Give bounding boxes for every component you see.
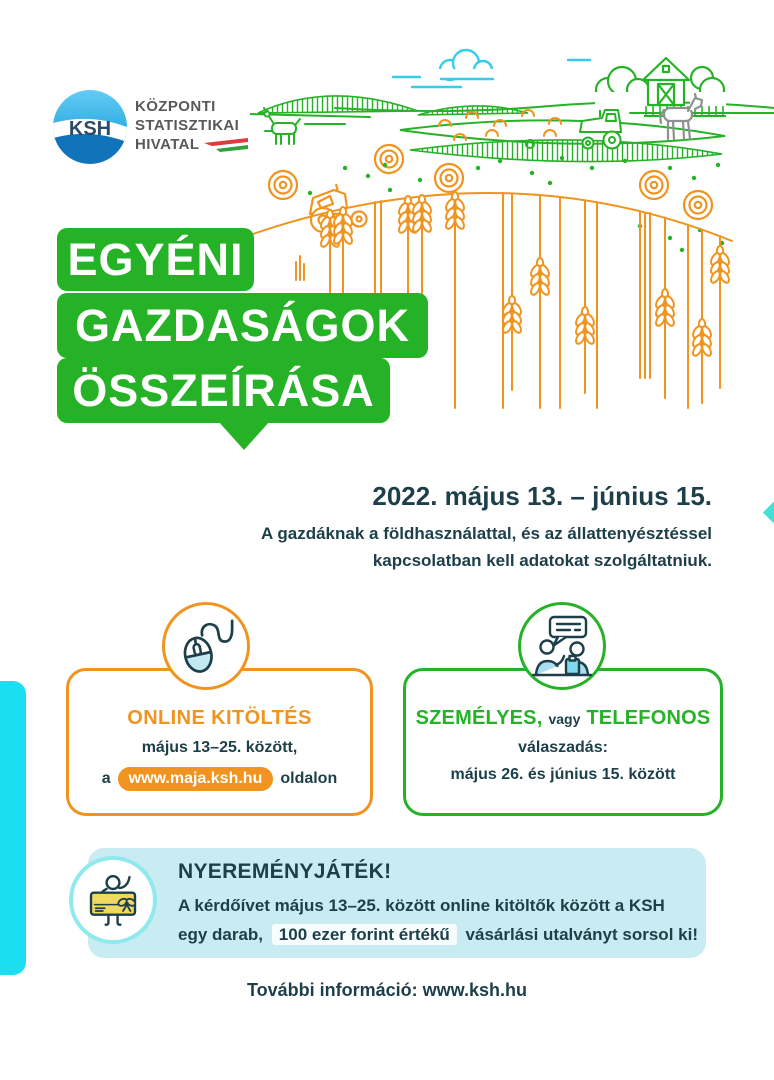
prize-line-2	[178, 920, 698, 949]
prize-line-2-suffix: vásárlási utalványt sorsol ki!	[465, 925, 698, 944]
link-prefix: a	[101, 770, 111, 787]
footer-info: További információ: www.ksh.hu	[246, 980, 528, 1000]
personal-option: SZEMÉLYES,	[415, 707, 543, 729]
online-card-title: ONLINE KITÖLTÉS	[127, 707, 312, 729]
title-line-3	[57, 358, 390, 423]
mouse-icon	[175, 616, 237, 676]
intro-description-line-2: kapcsolatban kell adatokat szolgáltatniuk.	[372, 551, 712, 570]
personal-card	[403, 668, 723, 816]
personal-card-period: május 26. és június 15. között	[450, 766, 676, 783]
personal-card-subtitle: válaszadás:	[518, 739, 608, 756]
prize-line-2-prefix: egy darab,	[178, 925, 264, 944]
voucher-icon	[80, 867, 146, 933]
interview-icon	[530, 615, 594, 677]
title-line-1	[57, 228, 254, 291]
telephone-option: TELEFONOS	[586, 707, 711, 729]
online-card-period: május 13–25. között,	[141, 739, 298, 756]
online-card-badge	[162, 602, 250, 690]
online-card	[66, 668, 373, 816]
census-date-range: 2022. május 13. – június 15.	[372, 481, 712, 511]
title-pointer	[218, 421, 270, 450]
flag-swoosh-icon	[204, 138, 248, 153]
prize-line-1: A kérdőívet május 13–25. között online kitöltők között a KSH	[178, 896, 665, 915]
prize-content	[178, 860, 698, 949]
title-line-2	[57, 293, 428, 358]
ksh-acronym: KSH	[68, 118, 112, 140]
intro-section	[261, 480, 712, 574]
cyan-side-bar	[0, 681, 26, 975]
conjunction: vagy	[548, 711, 581, 727]
personal-card-title	[416, 707, 711, 730]
prize-amount-highlight: 100 ezer forint értékű	[272, 924, 457, 945]
ksh-logo	[53, 90, 127, 164]
intro-description-line-1: A gazdáknak a földhasználattal, és az állattenyésztéssel	[261, 524, 712, 543]
logo-line-3: HIVATAL	[135, 136, 200, 153]
online-link-row	[102, 767, 337, 791]
prize-badge	[69, 856, 157, 944]
logo-line-2: STATISZTIKAI	[135, 117, 240, 134]
link-suffix: oldalon	[280, 770, 338, 787]
personal-card-badge	[518, 602, 606, 690]
cyan-edge-mark	[763, 502, 774, 523]
title-line-1-text: EGYÉNI	[67, 233, 244, 285]
logo-text	[135, 97, 248, 154]
logo-line-1: KÖZPONTI	[135, 98, 216, 115]
barn-icon	[643, 58, 689, 105]
maja-ksh-url: www.maja.ksh.hu	[118, 767, 274, 791]
title-line-3-text: ÖSSZEÍRÁSA	[72, 364, 375, 416]
cloud-icon	[393, 50, 590, 87]
title-line-2-text: GAZDASÁGOK	[75, 299, 410, 351]
prize-title: NYEREMÉNYJÁTÉK!	[178, 860, 392, 883]
